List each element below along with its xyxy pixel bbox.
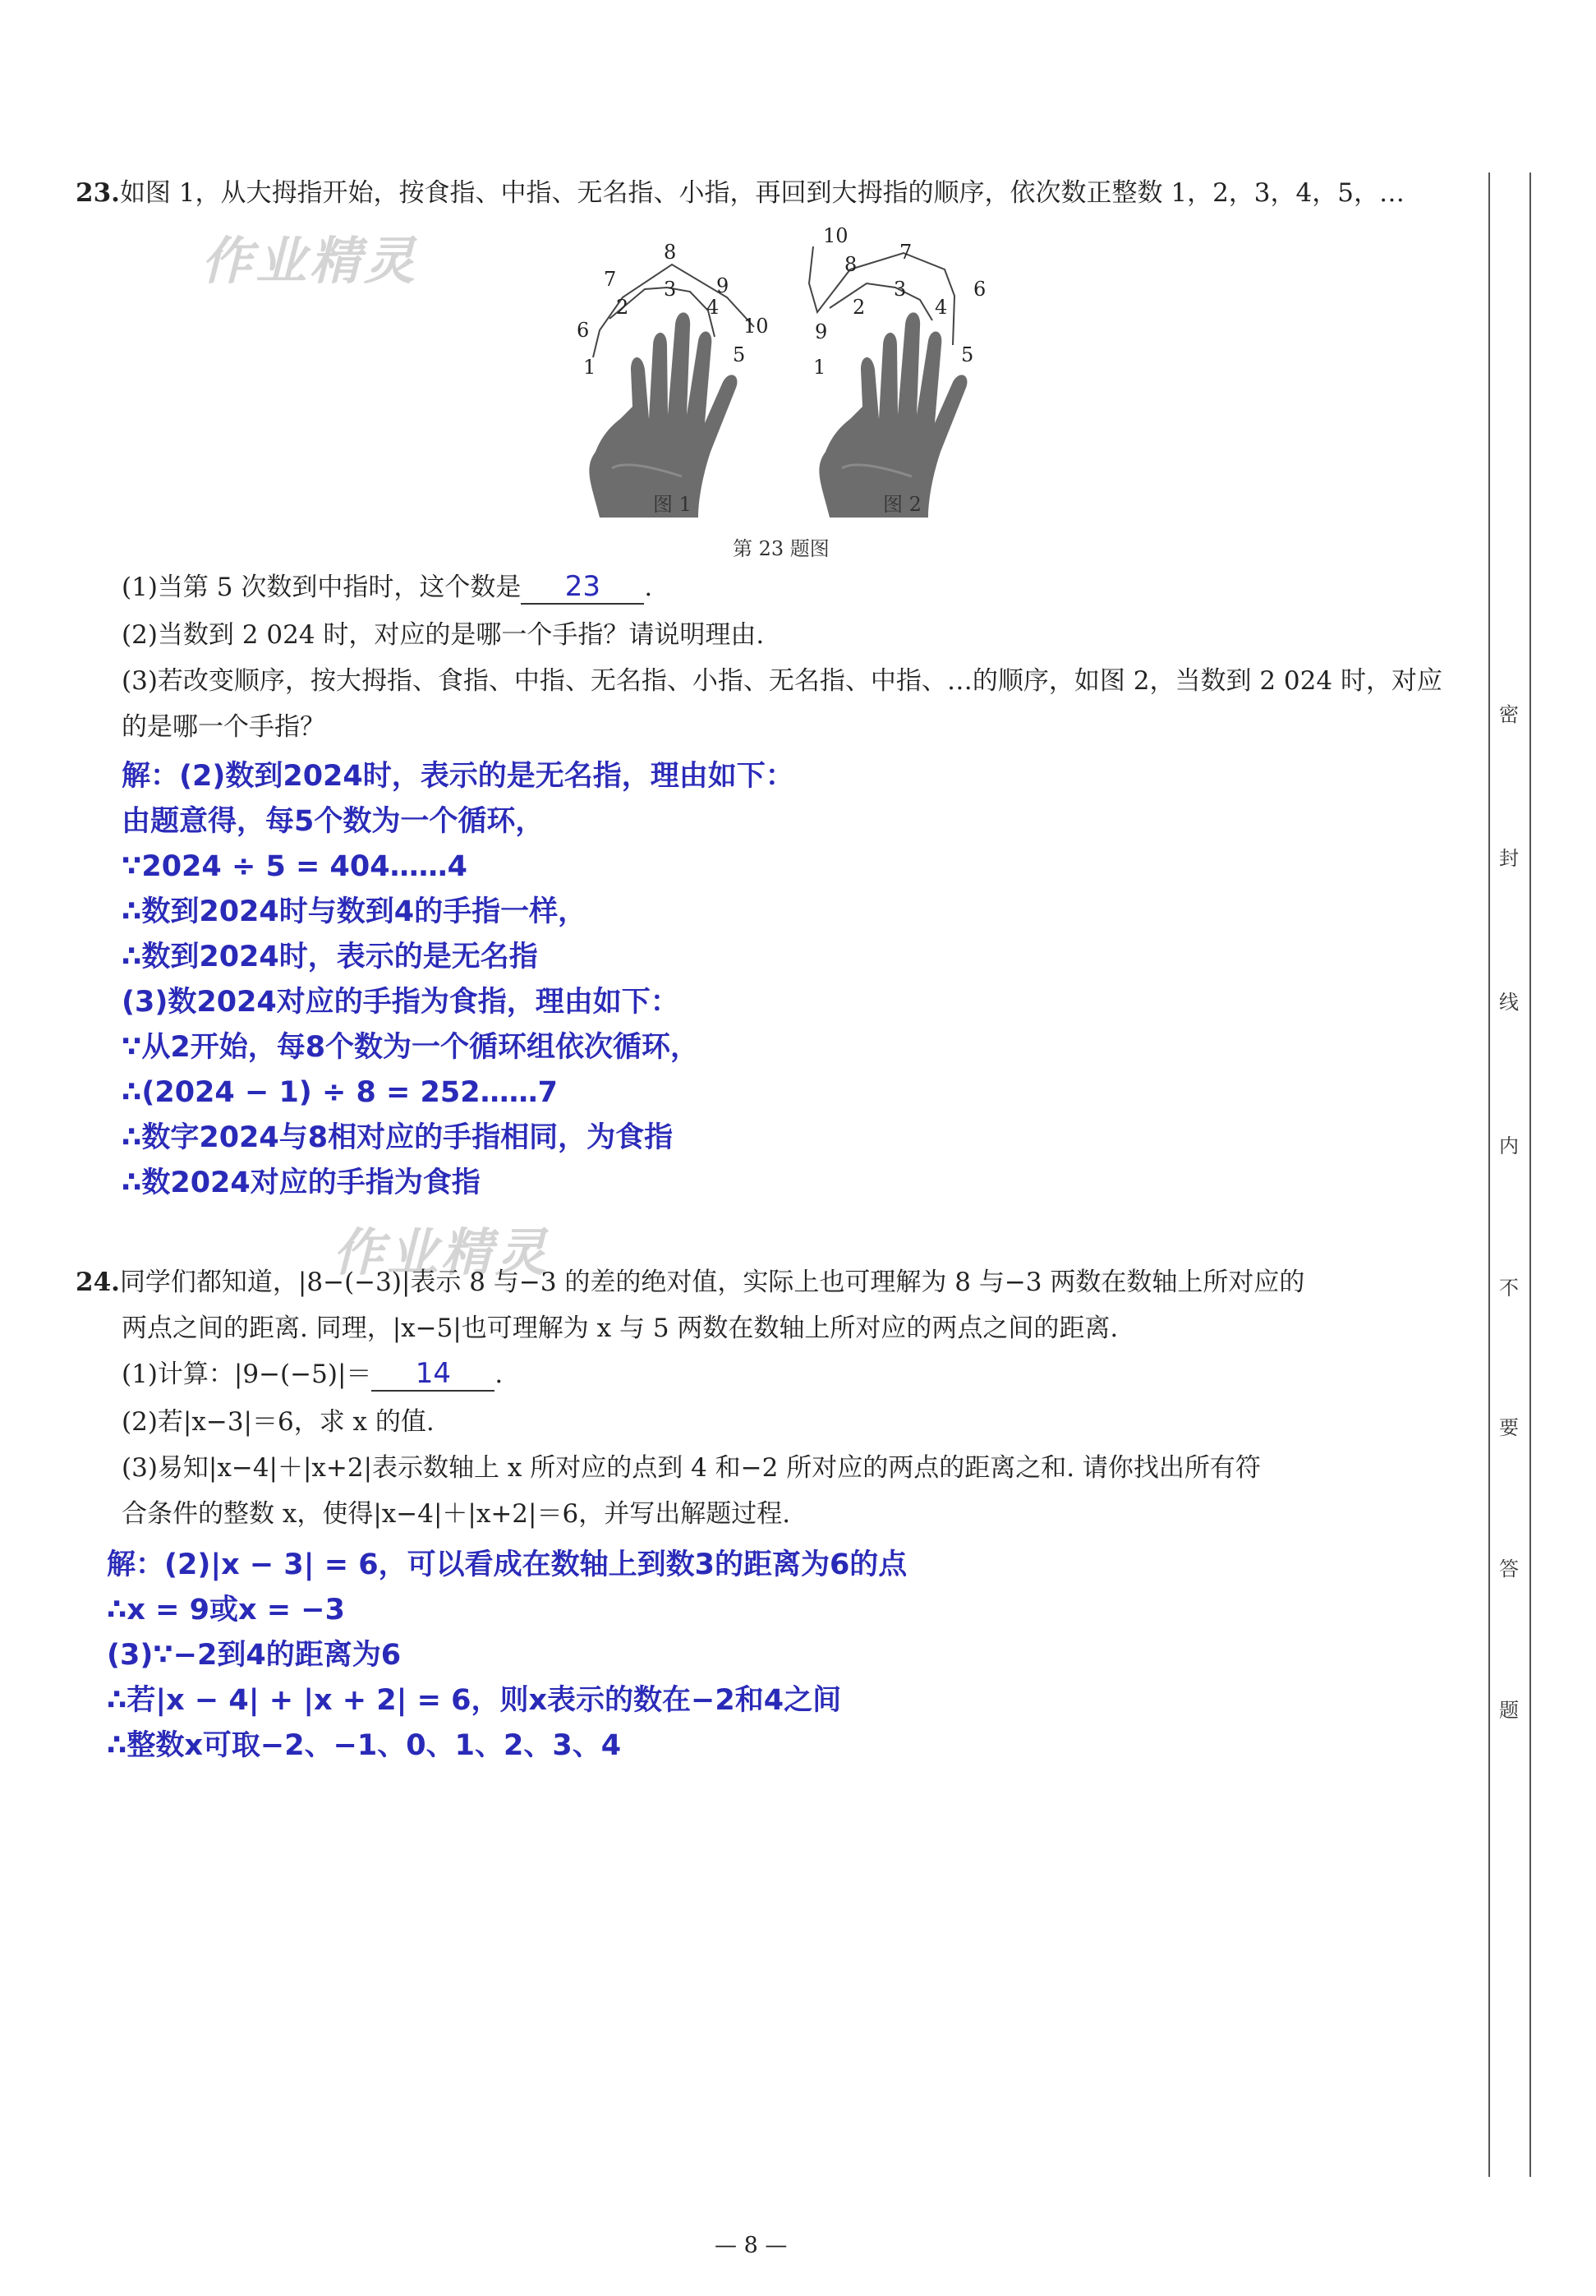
seal-line-right bbox=[1529, 173, 1531, 2177]
q23-stem-line bbox=[76, 174, 1405, 212]
q24-stem-line1 bbox=[76, 1263, 1304, 1301]
fig2-label-10: 10 bbox=[823, 224, 849, 247]
q23-part3-line2: 的是哪一个手指？ bbox=[122, 712, 325, 742]
q24-solution-line: (3)∵−2到4的距离为6 bbox=[107, 1639, 402, 1672]
fig1-label-4: 4 bbox=[706, 296, 720, 319]
q23-part1-prefix: (1)当第 5 次数到中指时，这个数是 bbox=[122, 573, 522, 602]
q23-solution-line: (3)数2024对应的手指为食指，理由如下： bbox=[122, 986, 679, 1019]
q23-stem: 如图 1，从大拇指开始，按食指、中指、无名指、小指，再回到大拇指的顺序，依次数正整数 1，2，3，4，5，… bbox=[119, 178, 1405, 208]
q24-solution-line: ∴x = 9或x = −3 bbox=[107, 1594, 345, 1627]
seal-char: 密 bbox=[1499, 703, 1519, 726]
q23-solution-line: ∴(2024 − 1) ÷ 8 = 252……7 bbox=[122, 1076, 558, 1109]
q23-part3-line1: (3)若改变顺序，按大拇指、食指、中指、无名指、小指、无名指、中指、…的顺序，如图 2，当数到 2 024 时，对应 bbox=[122, 666, 1442, 696]
seal-char: 要 bbox=[1499, 1416, 1519, 1439]
q23-solution-line: ∴数2024对应的手指为食指 bbox=[122, 1166, 481, 1199]
q24-part1-answer: 14 bbox=[371, 1357, 494, 1392]
q23-solution bbox=[122, 754, 794, 1206]
q23-solution-line: ∴数到2024时与数到4的手指一样， bbox=[122, 895, 587, 928]
q24-part1-suffix: . bbox=[494, 1360, 504, 1389]
figure-caption-1: 图 1 bbox=[653, 493, 692, 516]
q23-solution-line: 由题意得，每5个数为一个循环， bbox=[122, 805, 545, 838]
q23-part2: (2)当数到 2 024 时，对应的是哪一个手指？请说明理由. bbox=[122, 620, 765, 650]
q23-part1-answer: 23 bbox=[521, 570, 644, 605]
fig2-label-4: 4 bbox=[935, 296, 948, 319]
q23-solution-line: 解：(2)数到2024时，表示的是无名指，理由如下： bbox=[122, 760, 794, 793]
fig2-label-6: 6 bbox=[973, 278, 987, 301]
q24-part2: (2)若|x−3|＝6，求 x 的值. bbox=[122, 1407, 435, 1437]
q23-part1-suffix: . bbox=[644, 573, 653, 602]
fig1-label-5: 5 bbox=[733, 343, 746, 366]
q23-solution-line: ∵从2开始，每8个数为一个循环组依次循环， bbox=[122, 1031, 700, 1064]
seal-char: 答 bbox=[1499, 1558, 1519, 1581]
fig2-label-7: 7 bbox=[899, 241, 913, 264]
q24-solution bbox=[107, 1543, 907, 1769]
q24-part1 bbox=[122, 1355, 503, 1393]
figure-title: 第 23 题图 bbox=[733, 537, 830, 560]
fig2-label-2: 2 bbox=[853, 296, 866, 319]
hand-figure-2 bbox=[819, 312, 967, 518]
fig2-label-1: 1 bbox=[813, 356, 826, 379]
fig2-label-5: 5 bbox=[961, 343, 974, 366]
seal-char: 不 bbox=[1499, 1277, 1519, 1300]
q24-number: 24. bbox=[76, 1268, 120, 1297]
watermark: 作业精灵 bbox=[201, 231, 419, 291]
fig1-label-3: 3 bbox=[664, 278, 677, 301]
seal-char: 线 bbox=[1499, 991, 1519, 1014]
fig2-label-3: 3 bbox=[894, 278, 907, 301]
q23-solution-line: ∵2024 ÷ 5 = 404……4 bbox=[122, 850, 467, 883]
fig1-label-9: 9 bbox=[716, 274, 729, 297]
q24-solution-line: ∴整数x可取−2、−1、0、1、2、3、4 bbox=[107, 1729, 622, 1762]
q24-part1-prefix: (1)计算：|9−(−5)|＝ bbox=[122, 1360, 372, 1389]
fig2-label-8: 8 bbox=[844, 253, 858, 276]
q24-part3-line1: (3)易知|x−4|＋|x+2|表示数轴上 x 所对应的点到 4 和−2 所对应的两点的距离之和. 请你找出所有符 bbox=[122, 1453, 1261, 1483]
fig1-label-6: 6 bbox=[577, 319, 590, 342]
q24-solution-line: ∴若|x − 4| + |x + 2| = 6，则x表示的数在−2和4之间 bbox=[107, 1684, 842, 1717]
seal-char: 封 bbox=[1499, 847, 1519, 870]
q24-solution-line: 解：(2)|x − 3| = 6，可以看成在数轴上到数3的距离为6的点 bbox=[107, 1548, 908, 1581]
q23-part1 bbox=[122, 568, 652, 606]
q24-stem-line2: 两点之间的距离. 同理，|x−5|也可理解为 x 与 5 两数在数轴上所对应的两点之间的距离. bbox=[122, 1314, 1119, 1343]
q24-part3-line2: 合条件的整数 x，使得|x−4|＋|x+2|＝6，并写出解题过程. bbox=[122, 1499, 791, 1529]
q23-figure bbox=[534, 222, 1027, 526]
watermark: 作业精灵 bbox=[333, 1222, 550, 1282]
fig1-label-8: 8 bbox=[664, 241, 677, 264]
fig2-label-9: 9 bbox=[815, 320, 828, 343]
q23-number: 23. bbox=[76, 178, 120, 208]
q23-solution-line: ∴数到2024时，表示的是无名指 bbox=[122, 941, 538, 973]
seal-char: 内 bbox=[1499, 1134, 1519, 1157]
fig1-label-7: 7 bbox=[604, 268, 617, 291]
figure-caption-2: 图 2 bbox=[883, 493, 922, 516]
seal-line-left bbox=[1488, 173, 1490, 2177]
fig1-label-1: 1 bbox=[583, 356, 596, 379]
q24-stem: 同学们都知道，|8−(−3)|表示 8 与−3 的差的绝对值，实际上也可理解为 8 与−3 两数在数轴上所对应的 bbox=[119, 1268, 1305, 1297]
fig2-count-path bbox=[809, 246, 954, 345]
fig1-label-2: 2 bbox=[616, 296, 629, 319]
seal-char: 题 bbox=[1499, 1699, 1519, 1722]
page-number: — 8 — bbox=[715, 2233, 788, 2258]
hand-figure-1 bbox=[589, 312, 737, 518]
fig1-label-10: 10 bbox=[743, 315, 769, 338]
q23-solution-line: ∴数字2024与8相对应的手指相同，为食指 bbox=[122, 1121, 674, 1154]
hands-illustration bbox=[534, 222, 1027, 526]
